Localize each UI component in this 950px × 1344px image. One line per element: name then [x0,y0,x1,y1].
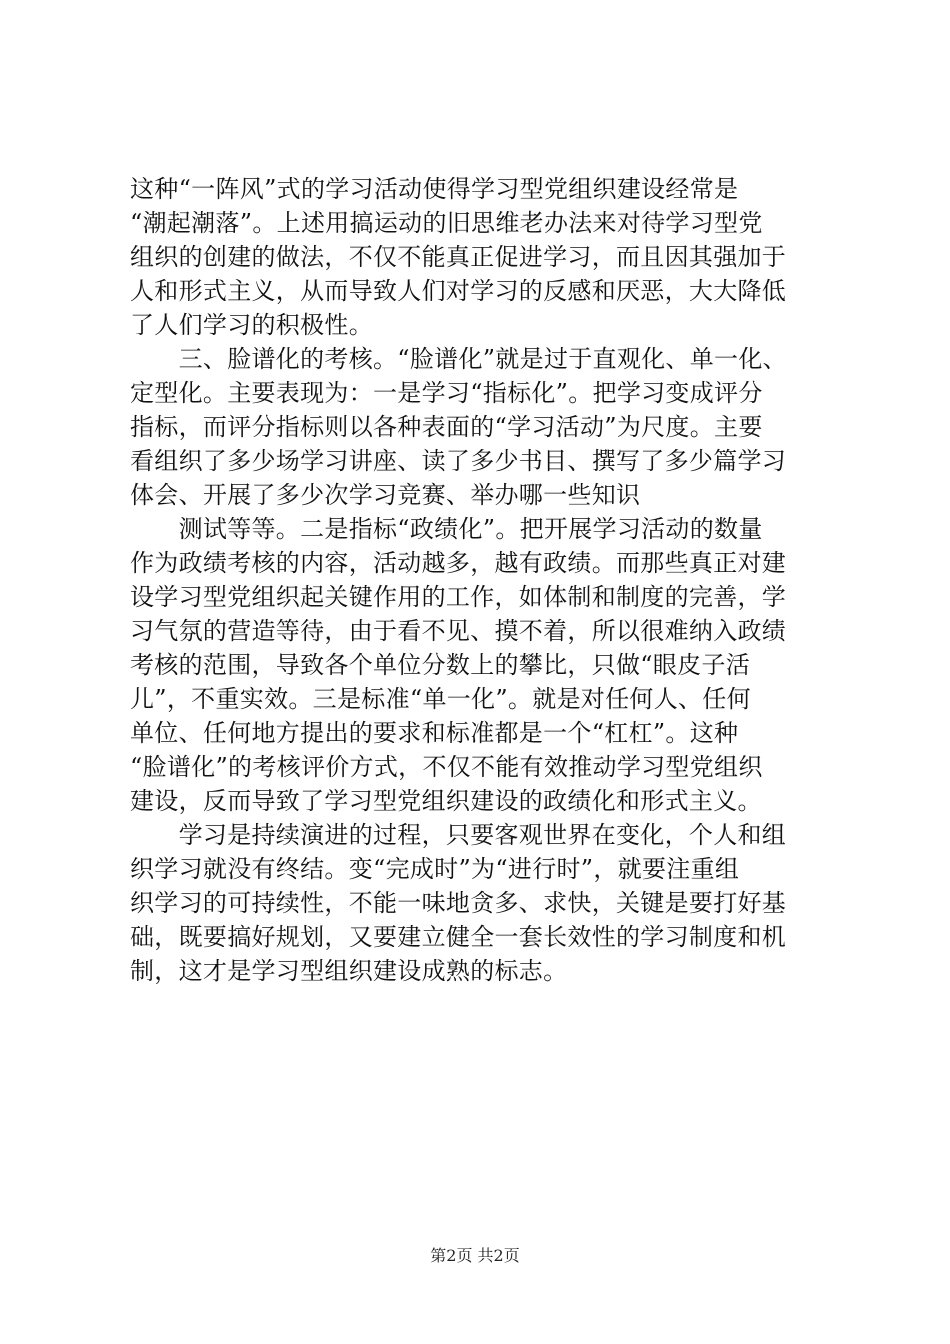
text-line: 制，这才是学习型组织建设成熟的标志。 [130,957,568,985]
text-line: 组织的创建的做法，不仅不能真正促进学习，而且因其强加于 [130,243,787,271]
page-footer: 第2页 共2页 [430,1246,520,1265]
text-line: 习气氛的营造等待，由于看不见、摸不着，所以很难纳入政绩 [130,617,787,645]
text-line: “脸谱化”的考核评价方式，不仅不能有效推动学习型党组织 [130,753,763,781]
text-line: 织学习的可持续性，不能一味地贪多、求快，关键是要打好基 [130,889,787,917]
text-line: 指标，而评分指标则以各种表面的“学习活动”为尺度。主要 [130,413,763,441]
text-line: 儿”，不重实效。三是标准“单一化”。就是对任何人、任何 [130,685,751,713]
text-line: 设学习型党组织起关键作用的工作，如体制和制度的完善，学 [130,583,787,611]
text-line: 人和形式主义，从而导致人们对学习的反感和厌恶，大大降低 [130,277,787,305]
text-line: 定型化。主要表现为：一是学习“指标化”。把学习变成评分 [130,379,763,407]
text-line: 看组织了多少场学习讲座、读了多少书目、撰写了多少篇学习 [130,447,787,475]
document-body [130,172,850,988]
text-line: 建设，反而导致了学习型党组织建设的政绩化和形式主义。 [130,787,762,815]
text-line: 了人们学习的积极性。 [130,311,373,339]
text-line: 织学习就没有终结。变“完成时”为“进行时”，就要注重组 [130,855,740,883]
text-line: 测试等等。二是指标“政绩化”。把开展学习活动的数量 [130,515,763,543]
text-line: 础，既要搞好规划，又要建立健全一套长效性的学习制度和机 [130,923,787,951]
text-line: 单位、任何地方提出的要求和标准都是一个“杠杠”。这种 [130,719,739,747]
text-line: 这种“一阵风”式的学习活动使得学习型党组织建设经常是 [130,175,739,203]
text-line: 作为政绩考核的内容，活动越多，越有政绩。而那些真正对建 [130,549,787,577]
text-line: “潮起潮落”。上述用搞运动的旧思维老办法来对待学习型党 [130,209,763,237]
text-line: 考核的范围，导致各个单位分数上的攀比，只做“眼皮子活 [130,651,751,679]
text-line: 学习是持续演进的过程，只要客观世界在变化，个人和组 [130,821,787,849]
text-line: 三、脸谱化的考核。“脸谱化”就是过于直观化、单一化、 [130,345,787,373]
text-line: 体会、开展了多少次学习竞赛、举办哪一些知识 [130,481,641,509]
